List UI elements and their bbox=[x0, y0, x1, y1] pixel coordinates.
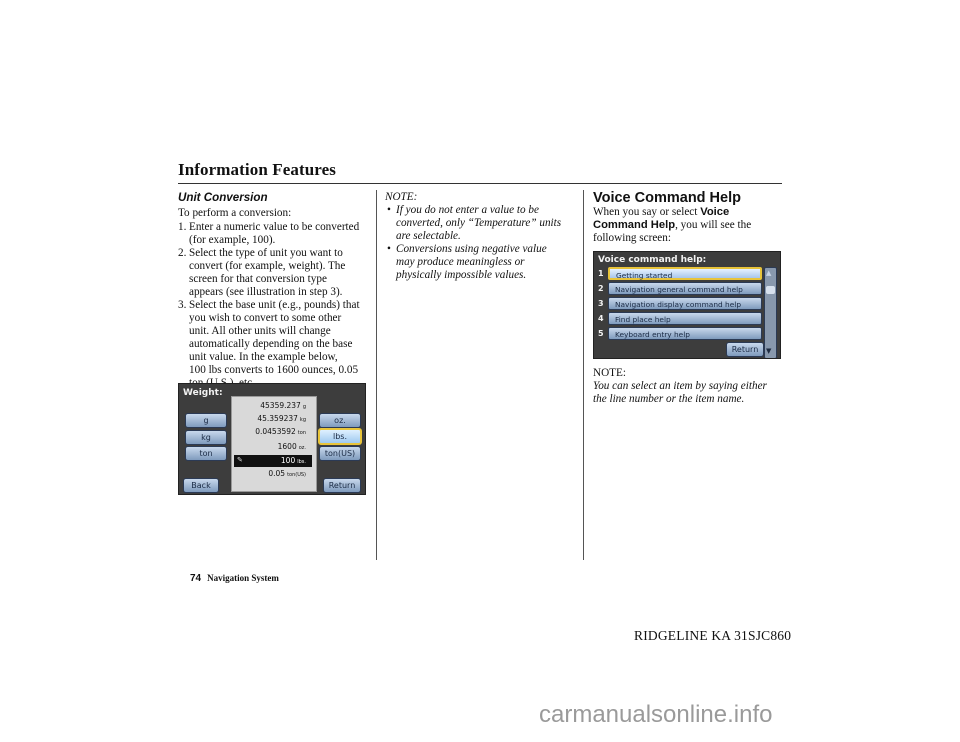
conversion-values-panel bbox=[231, 396, 317, 492]
note-column bbox=[385, 191, 580, 282]
voice-note-line: You can select an item by saying either bbox=[593, 380, 767, 392]
step-line: convert (for example, weight). The bbox=[189, 260, 346, 272]
weight-screen-title: Weight: bbox=[183, 388, 223, 398]
model-code: RIDGELINE KA 31SJC860 bbox=[634, 628, 792, 643]
step-line: (for example, 100). bbox=[189, 234, 276, 246]
voice-help-heading: Voice Command Help bbox=[593, 190, 741, 206]
value-row-g bbox=[260, 401, 306, 410]
help-item-getting-started[interactable]: Getting started bbox=[608, 267, 762, 280]
unit-text: oz. bbox=[298, 445, 306, 451]
help-item-navigation-general[interactable]: Navigation general command help bbox=[608, 282, 762, 295]
return-button[interactable]: Return bbox=[726, 342, 764, 357]
line-number: 2 bbox=[598, 284, 604, 293]
intro-text: When you say or select bbox=[593, 206, 701, 218]
step-line: 100 lbs converts to 1600 ounces, 0.05 bbox=[189, 364, 359, 376]
step-line: Select the type of unit you want to bbox=[189, 247, 343, 259]
intro-text: , you will see the bbox=[675, 219, 752, 231]
note-bullet bbox=[385, 243, 580, 282]
voice-help-screen-title: Voice command help: bbox=[598, 255, 707, 265]
intro-bold: Voice bbox=[700, 206, 730, 218]
line-number: 3 bbox=[598, 299, 604, 308]
unit-text: ton bbox=[297, 430, 306, 436]
unit-button-oz[interactable]: oz. bbox=[319, 413, 361, 428]
bullet-glyph: • bbox=[387, 204, 391, 216]
unit-button-g[interactable]: g bbox=[185, 413, 227, 428]
value-text: 1600 bbox=[277, 442, 297, 451]
intro-bold: Command Help bbox=[593, 219, 676, 231]
voice-help-intro-line-1 bbox=[593, 206, 783, 219]
value-row-ton-us bbox=[268, 469, 306, 478]
weight-screen bbox=[178, 383, 366, 495]
unit-conversion-column bbox=[178, 191, 368, 390]
voice-help-intro-line-3: following screen: bbox=[593, 232, 671, 244]
step-line: you wish to convert to some other bbox=[189, 312, 342, 324]
step-2 bbox=[178, 247, 368, 299]
bullet-line: physically impossible values. bbox=[396, 269, 527, 281]
value-text: 45359.237 bbox=[260, 401, 301, 410]
step-line: Enter a numeric value to be converted bbox=[189, 221, 360, 233]
note-bullet bbox=[385, 204, 580, 243]
back-button[interactable]: Back bbox=[183, 478, 219, 493]
value-row-ton bbox=[255, 427, 306, 436]
step-number: 2. bbox=[178, 247, 187, 259]
value-text: 45.359237 bbox=[257, 414, 298, 423]
return-button[interactable]: Return bbox=[323, 478, 361, 493]
help-item-keyboard-entry[interactable]: Keyboard entry help bbox=[608, 327, 762, 340]
column-divider-1 bbox=[376, 190, 377, 560]
help-item-navigation-display[interactable]: Navigation display command help bbox=[608, 297, 762, 310]
step-number: 3. bbox=[178, 299, 187, 311]
voice-help-column bbox=[593, 192, 783, 245]
value-row-kg bbox=[257, 414, 306, 423]
value-text: 100 bbox=[280, 456, 296, 465]
column-divider-2 bbox=[583, 190, 584, 560]
unit-text: lbs. bbox=[297, 459, 306, 465]
step-1 bbox=[178, 221, 368, 247]
step-line: automatically depending on the base bbox=[189, 338, 353, 350]
step-3 bbox=[178, 299, 368, 390]
unit-conversion-heading: Unit Conversion bbox=[178, 191, 268, 204]
watermark: carmanualsonline.info bbox=[539, 701, 773, 728]
step-number: 1. bbox=[178, 221, 187, 233]
bullet-line: converted, only “Temperature” units bbox=[396, 217, 562, 229]
footer-label: Navigation System bbox=[207, 573, 279, 583]
voice-help-screen bbox=[593, 251, 781, 359]
voice-note-label: NOTE: bbox=[593, 367, 626, 379]
line-number: 1 bbox=[598, 269, 604, 278]
unit-button-ton[interactable]: ton bbox=[185, 446, 227, 461]
unit-button-lbs[interactable]: lbs. bbox=[318, 428, 362, 445]
scrollbar[interactable] bbox=[764, 267, 777, 359]
help-item-find-place[interactable]: Find place help bbox=[608, 312, 762, 325]
voice-help-intro-line-2 bbox=[593, 219, 783, 232]
section-title: Information Features bbox=[178, 160, 336, 179]
value-text: 0.05 bbox=[268, 469, 286, 478]
value-row-lbs bbox=[281, 456, 306, 465]
value-row-oz bbox=[278, 442, 306, 451]
bullet-line: are selectable. bbox=[396, 230, 461, 242]
unit-conversion-steps bbox=[178, 221, 368, 390]
page-footer bbox=[190, 573, 279, 584]
unit-button-ton-us[interactable]: ton(US) bbox=[319, 446, 361, 461]
voice-help-note bbox=[593, 367, 783, 406]
scroll-thumb[interactable] bbox=[766, 286, 775, 294]
step-line: screen for that conversion type bbox=[189, 273, 327, 285]
line-number: 4 bbox=[598, 314, 604, 323]
value-text: 0.0453592 bbox=[255, 427, 296, 436]
step-line: appears (see illustration in step 3). bbox=[189, 286, 343, 298]
voice-note-line: the line number or the item name. bbox=[593, 393, 745, 405]
note-label: NOTE: bbox=[385, 191, 418, 203]
step-line: Select the base unit (e.g., pounds) that bbox=[189, 299, 360, 311]
bullet-line: may produce meaningless or bbox=[396, 256, 525, 268]
unit-text: g bbox=[302, 404, 306, 410]
bullet-glyph: • bbox=[387, 243, 391, 255]
step-line: unit. All other units will change bbox=[189, 325, 331, 337]
page-number: 74 bbox=[190, 573, 202, 584]
unit-conversion-intro: To perform a conversion: bbox=[178, 207, 292, 219]
step-line: unit value. In the example below, bbox=[189, 351, 338, 363]
edit-icon: ✎ bbox=[237, 456, 243, 464]
unit-button-kg[interactable]: kg bbox=[185, 430, 227, 445]
title-rule bbox=[178, 183, 782, 184]
bullet-line: Conversions using negative value bbox=[396, 243, 547, 255]
unit-text: ton(US) bbox=[287, 472, 306, 478]
unit-text: kg bbox=[299, 417, 306, 423]
scroll-down-icon[interactable]: ▼ bbox=[766, 347, 772, 355]
note-bullets bbox=[385, 204, 580, 282]
scroll-up-icon[interactable]: ▲ bbox=[766, 269, 772, 277]
line-number: 5 bbox=[598, 329, 604, 338]
bullet-line: If you do not enter a value to be bbox=[396, 204, 539, 216]
